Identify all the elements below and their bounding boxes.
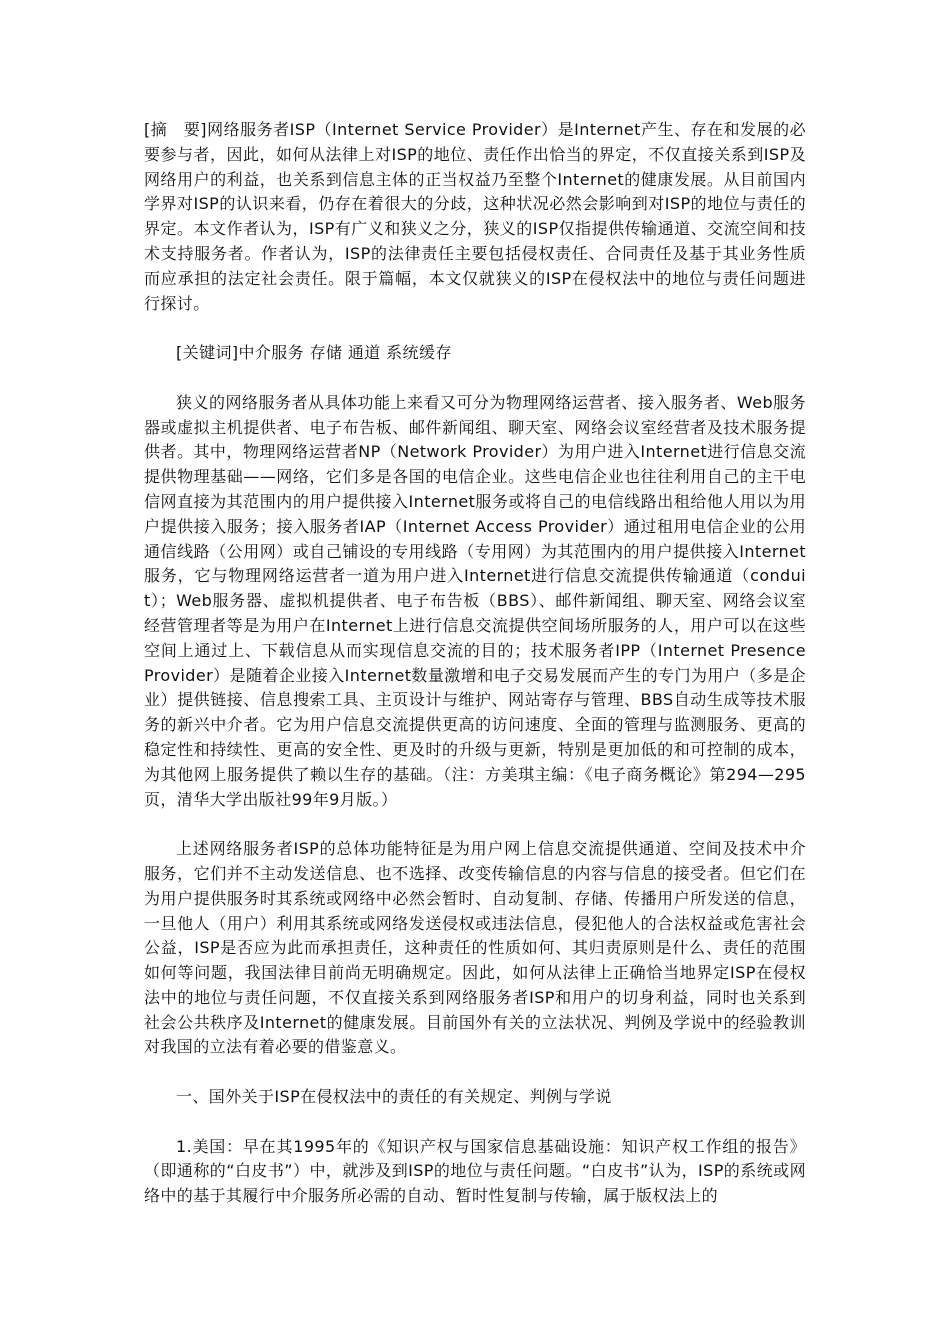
keywords-line: [关键词]中介服务 存储 通道 系统缓存 [176,343,452,363]
body-paragraph-1: 狭义的网络服务者从具体功能上来看又可分为物理网络运营者、接入服务者、Web服务器或虚拟主机提供者、电子布告板、邮件新闻组、聊天室、网络会议室经营者及技术服务提供者。其中，物理网络运营者NP（Network Provider）为用户进入Internet进行信息交流提供物理基础——网络，它们多是各国的电信企业。这些电信企业也往往利用自己的主干电信网直接为其范围内的用户提供接入Internet服务或将自己的电信线路出租给他人用以为用户提供接入服务；接入服务者IAP（Internet Access Provider）通过租用电信企业的公用通信线路（公用网）或自己铺设的专用线路（专用网）为其范围内的用户提供接入Internet服务，它与物理网络运营者一道为用户进入Internet进行信息交流提供传输通道（conduit）；Web服务器、虚拟机提供者、电子布告板（BBS）、邮件新闻组、聊天室、网络会议室经营管理者等是为用户在Internet上进行信息交流提供空间场所服务的人，用户可以在这些空间上通过上、下载信息从而实现信息交流的目的；技术服务者IPP（Internet Presence Provider）是随着企业接入Internet数量激增和电子交易发展而产生的专门为用户（多是企业）提供链接、信息搜索工具、主页设计与维护、网站寄存与管理、BBS自动生成等技术服务的新兴中介者。它为用户信息交流提供更高的访问速度、全面的管理与监测服务、更高的稳定性和持续性、更高的安全性、更及时的升级与更新，特别是更加低的和可控制的成本，为其他网上服务提供了赖以生存的基础。（注：方美琪主编：《电子商务概论》第294—295页，清华大学出版社99年9月版。） [144,392,806,809]
body-paragraph-2: 上述网络服务者ISP的总体功能特征是为用户网上信息交流提供通道、空间及技术中介服务，它们并不主动发送信息、也不选择、改变传输信息的内容与信息的接受者。但它们在为用户提供服务时其系统或网络中必然会暂时、自动复制、存储、传播用户所发送的信息，一旦他人（用户）利用其系统或网络发送侵权或违法信息，侵犯他人的合法权益或危害社会公益，ISP是否应为此而承担责任，这种责任的性质如何、其归责原则是什么、责任的范围如何等问题，我国法律目前尚无明确规定。因此，如何从法律上正确恰当地界定ISP在侵权法中的地位与责任问题，不仅直接关系到网络服务者ISP和用户的切身利益，同时也关系到社会公共秩序及Internet的健康发展。目前国外有关的立法状况、判例及学说中的经验教训对我国的立法有着必要的借鉴意义。 [144,839,806,1057]
document-page [144,118,806,1234]
body-paragraph-3: 1.美国：早在其1995年的《知识产权与国家信息基础设施：知识产权工作组的报告》（即通称的“白皮书”）中，就涉及到ISP的地位与责任问题。“白皮书”认为，ISP的系统或网络中的基于其履行中介服务所必需的自动、暂时性复制与传输，属于版权法上的 [144,1136,806,1206]
abstract-paragraph: [摘 要]网络服务者ISP（Internet Service Provider）是Internet产生、存在和发展的必要参与者，因此，如何从法律上对ISP的地位、责任作出恰当的界定，不仅直接关系到ISP及网络用户的利益，也关系到信息主体的正当权益乃至整个Internet的健康发展。从目前国内学界对ISP的认识来看，仍存在着很大的分歧，这种状况必然会影响到对ISP的地位与责任的界定。本文作者认为，ISP有广义和狭义之分，狭义的ISP仅指提供传输通道、交流空间和技术支持服务者。作者认为，ISP的法律责任主要包括侵权责任、合同责任及基于其业务性质而应承担的法定社会责任。限于篇幅，本文仅就狭义的ISP在侵权法中的地位与责任问题进行探讨。 [144,120,806,313]
section-heading-1: 一、国外关于ISP在侵权法中的责任的有关规定、判例与学说 [176,1087,612,1107]
